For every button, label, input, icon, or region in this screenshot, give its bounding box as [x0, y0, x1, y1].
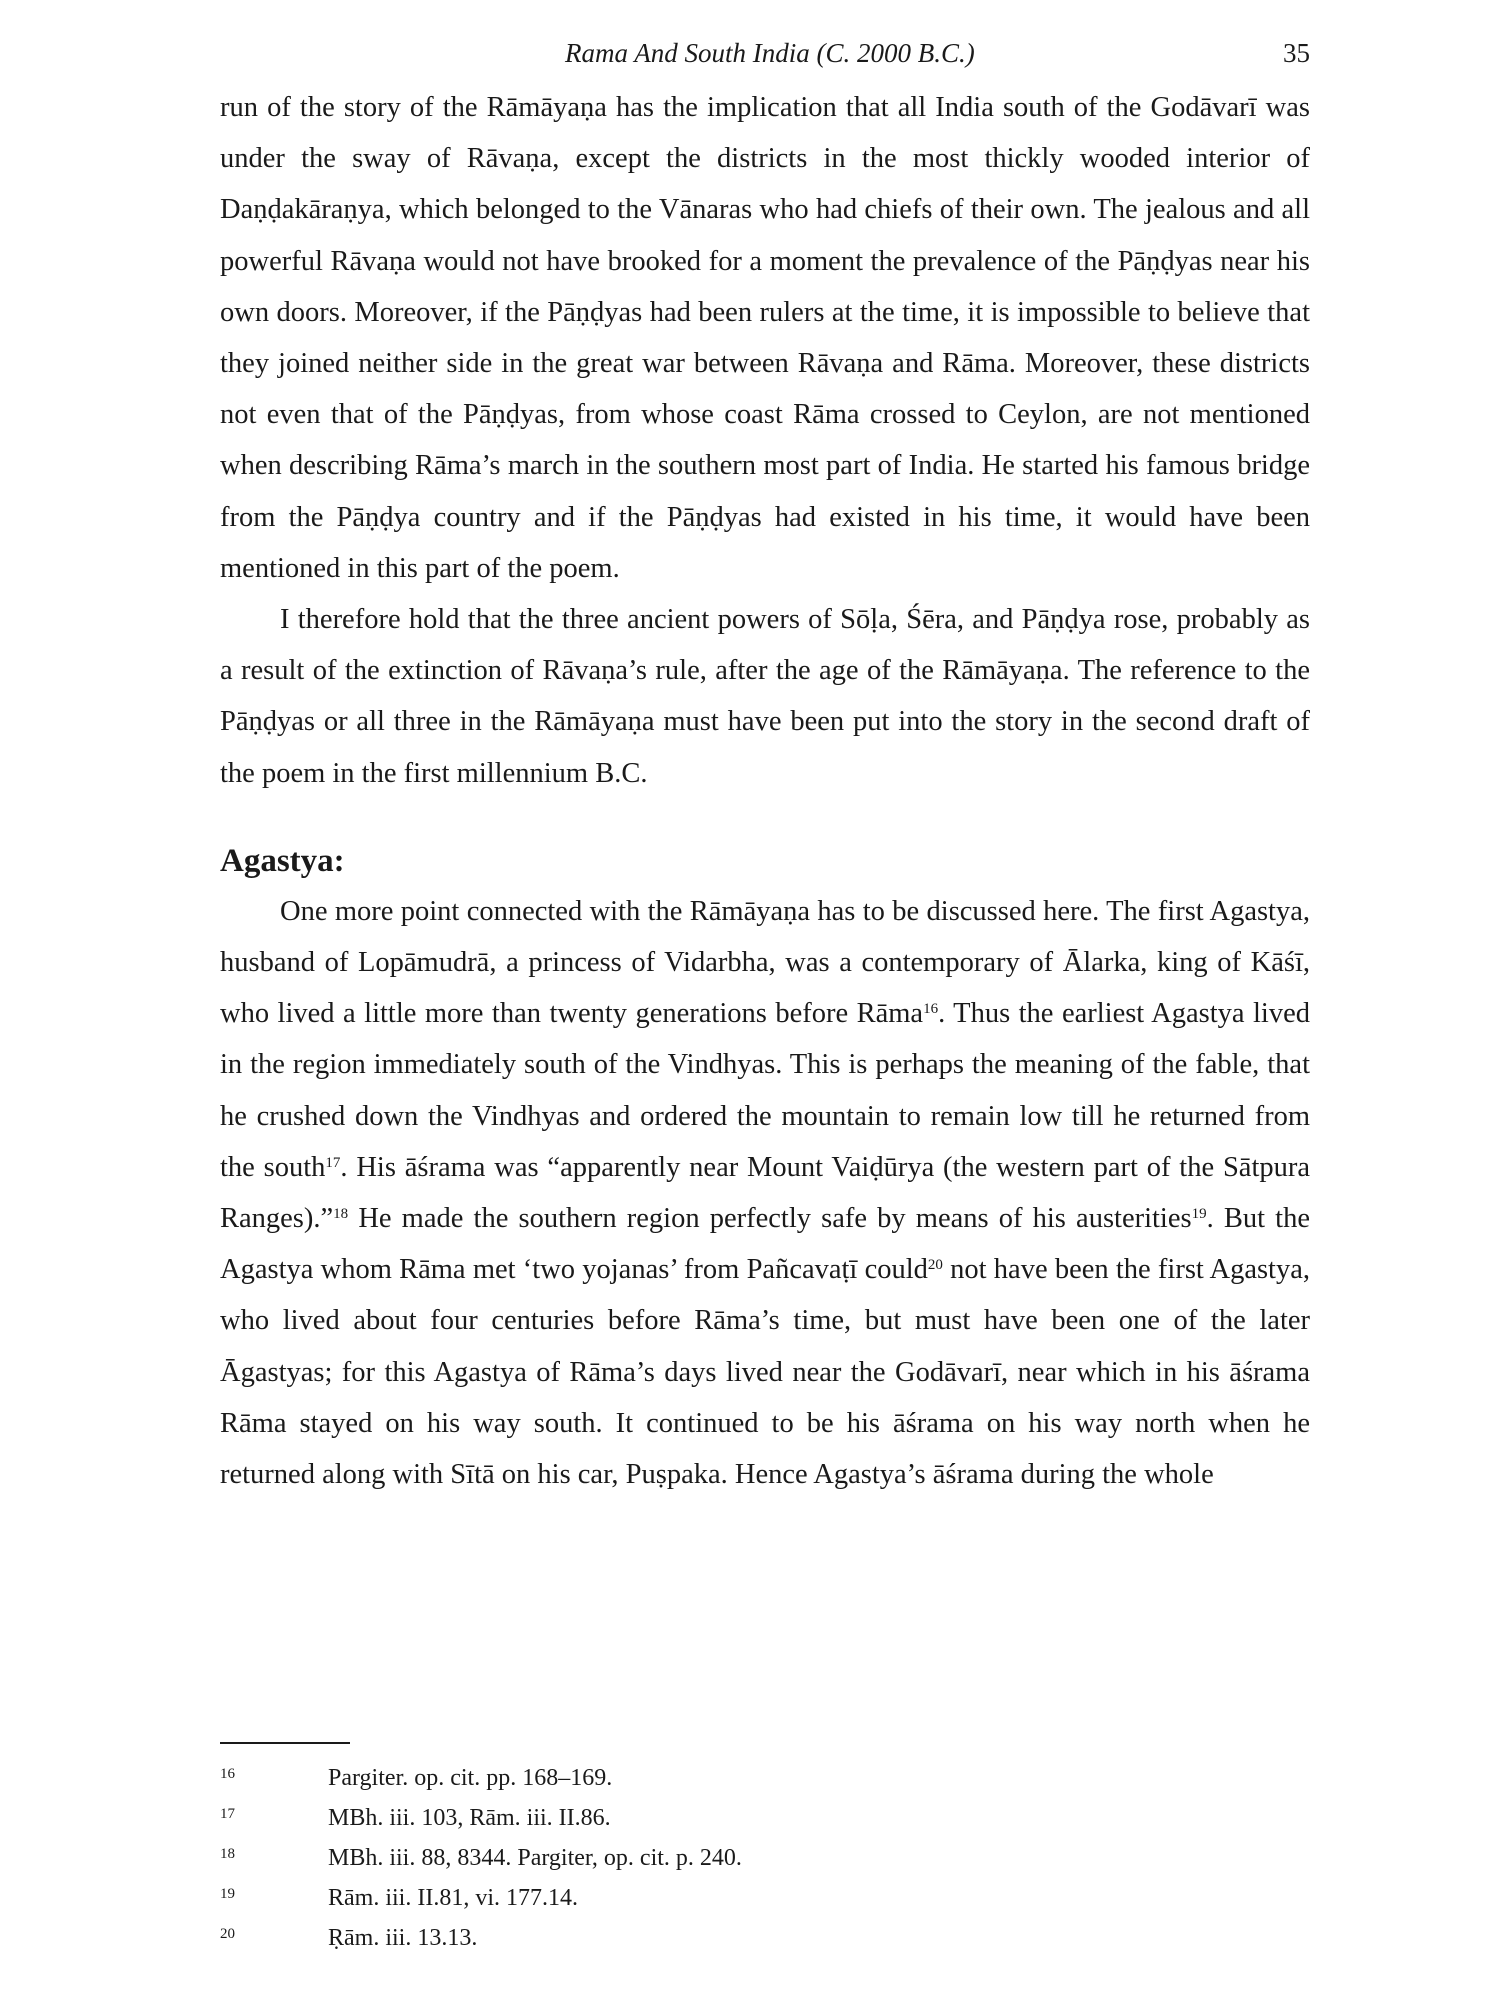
- footnote-text: MBh. iii. 88, 8344. Pargiter, op. cit. p. 240.: [328, 1845, 742, 1871]
- paragraph-text: run of the story of the Rāmāyaṇa has the implication that all India south of the Godāvarī was under the sway of Rāvaṇa, except the districts in the most thickly wooded interior of Daṇḍakāraṇya, which belonged to the Vānaras who had chiefs of their own. The jealous and all powerful Rāvaṇa would not have brooked for a moment the prevalence of the Pāṇḍyas near his own doors. Moreover, if the Pāṇḍyas had been rulers at the time, it is impossible to believe that they joined neither side in the great war between Rāvaṇa and Rāma. Moreover, these districts not even that of the Pāṇḍyas, from whose coast Rāma crossed to Ceylon, are not mentioned when describing Rāma’s march in the southern most part of India. He started his famous bridge from the Pāṇḍya country and if the Pāṇḍyas had existed in his time, it would have been mentioned in this part of the poem.: [220, 92, 1310, 584]
- footnote-number: 18: [220, 1846, 235, 1862]
- footnote-item: [220, 1918, 1310, 1958]
- footnote-divider: [220, 1742, 350, 1744]
- section-heading-agastya: Agastya:: [220, 842, 345, 879]
- footnote-text: MBh. iii. 103, Rām. iii. II.86.: [328, 1805, 611, 1831]
- paragraph-text: One more point connected with the Rāmāyaṇa has to be discussed here. The first Agastya, husband of Lopāmudrā, a princess of Vidarbha, was a contemporary of Ālarka, king of Kāśī, who lived a little more than twenty generations before Rāma: [220, 895, 1310, 1030]
- running-title: Rama And South India (C. 2000 B.C.): [565, 38, 975, 68]
- paragraph-agastya: [220, 886, 1310, 1500]
- footnote-number: 17: [220, 1806, 235, 1822]
- paragraph-text: . His āśrama was “apparently near Mount Vaiḍūrya (the western part of the Sātpura Ranges).”: [220, 1151, 1311, 1235]
- footnote-text: Rām. iii. II.81, vi. 177.14.: [328, 1885, 578, 1911]
- footnote-number: 19: [220, 1886, 235, 1902]
- paragraph-text: . But the Agastya whom Rāma met ‘two yojanas’ from Pañcavaṭī could: [220, 1203, 1310, 1286]
- paragraph-ramayana-south: [220, 82, 1310, 594]
- footnote-text: Pargiter. op. cit. pp. 168–169.: [328, 1765, 613, 1791]
- paragraph-text: . Thus the earliest Agastya lived in the region immediately south of the Vindhyas. This is perhaps the meaning of the fable, that he crushed down the Vindhyas and ordered the mountain to remain low till he returned from the south: [220, 998, 1310, 1183]
- paragraph-text: I therefore hold that the three ancient powers of Sōḷa, Śēra, and Pāṇḍya rose, probably as a result of the extinction of Rāvaṇa’s rule, after the age of the Rāmāyaṇa. The reference to the Pāṇḍyas or all three in the Rāmāyaṇa must have been put into the story in the second draft of the poem in the first millennium B.C.: [220, 604, 1310, 789]
- footnote-number: 20: [220, 1926, 235, 1942]
- body-text: [220, 82, 1310, 1500]
- paragraph-text: not have been the first Agastya, who lived about four centuries before Rāma’s time, but must have been one of the later Āgastyas; for this Agastya of Rāma’s days lived near the Godāvarī, near which in his āśrama Rāma stayed on his way south. It continued to be his āśrama on his way north when he returned along with Sītā on his car, Puṣpaka. Hence Agastya’s āśrama during the whole: [220, 1254, 1310, 1491]
- page-number: 35: [1283, 38, 1310, 68]
- footnote-ref-20[interactable]: 20: [927, 1257, 943, 1274]
- footnote-number: 16: [220, 1766, 235, 1782]
- footnote-text: Ṛām. iii. 13.13.: [328, 1925, 478, 1951]
- footnote-ref-19[interactable]: 19: [1191, 1206, 1207, 1223]
- footnote-item: [220, 1878, 1310, 1918]
- footnote-ref-17[interactable]: 17: [325, 1154, 341, 1171]
- footnote-ref-18[interactable]: 18: [333, 1206, 349, 1223]
- footnote-ref-16[interactable]: 16: [923, 1001, 939, 1018]
- footnote-item: [220, 1798, 1310, 1838]
- footnote-item: [220, 1838, 1310, 1878]
- footnotes-list: [220, 1758, 1310, 1958]
- paragraph-three-powers: [220, 594, 1310, 799]
- running-header: [220, 38, 1310, 78]
- footnote-item: [220, 1758, 1310, 1798]
- paragraph-text: He made the southern region perfectly safe by means of his austerities: [348, 1203, 1192, 1235]
